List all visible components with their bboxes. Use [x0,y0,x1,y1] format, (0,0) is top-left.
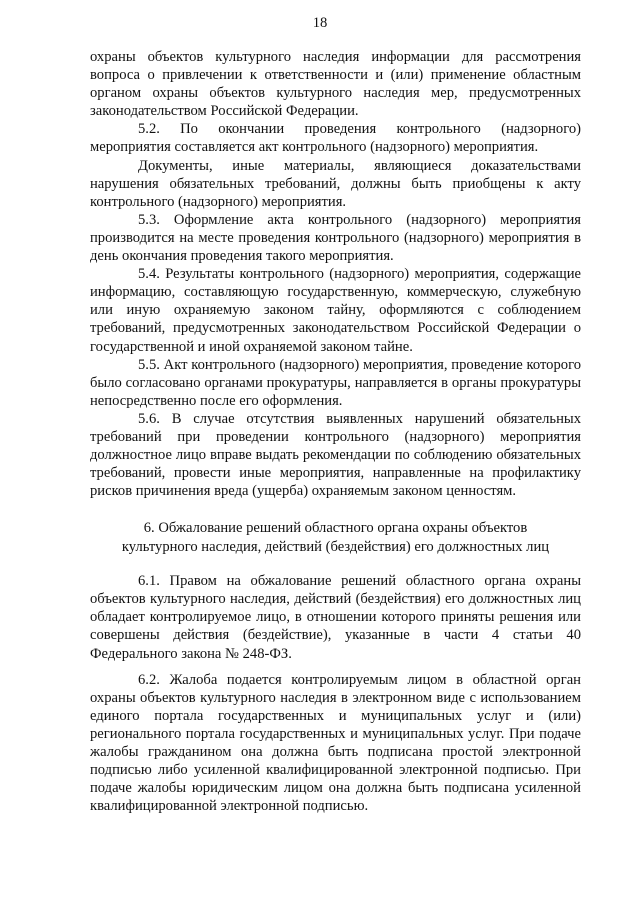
paragraph-continuation: охраны объектов культурного наследия информации для рассмотрения вопроса о привлечении к ответственности и (или) применение областным органом охраны объектов культурного наследия мер, предусмотренных законодательством Российской Федерации. [90,49,581,120]
paragraph-5-4: 5.4. Результаты контрольного (надзорного) мероприятия, содержащие информацию, составляющую государственную, коммерческую, служебную или иную охраняемую законом тайну, оформляются с соблюдением требований, предусмотренных законодательством Российской Федерации о государственной и иной охраняемой законом тайне. [90,266,581,355]
paragraph-5-2-documents: Документы, иные материалы, являющиеся доказательствами нарушения обязательных требований, должны быть приобщены к акту контрольного (надзорного) мероприятия. [90,157,581,210]
section-heading [90,519,581,556]
section-heading-line-2: культурного наследия, действий (бездействия) его должностных лиц [121,538,550,555]
paragraph-5-3: 5.3. Оформление акта контрольного (надзорного) мероприятия производится на месте проведения контрольного (надзорного) мероприятия в день окончания проведения такого мероприятия. [90,211,581,265]
section-heading-line-1: 6. Обжалование решений областного органа охраны объектов [143,520,528,537]
paragraph-5-5: 5.5. Акт контрольного (надзорного) мероприятия, проведение которого было согласовано органами прокуратуры, направляется в органы прокуратуры непосредственно после его оформления. [90,356,581,409]
page-number: 18 [312,15,328,31]
paragraph-6-2: 6.2. Жалоба подается контролируемым лицом в областной орган охраны объектов культурного наследия в электронном виде с использованием единого портала государственных и муниципальных услуг и (или) регионального портала государственных и муниципальных услуг. При подаче жалобы гражданином она должна быть подписана простой электронной подписью либо усиленной квалифицированной электронной подписью. При подаче жалобы юридическим лицом она должна быть подписана усиленной квалифицированной электронной подписью. [90,671,581,815]
paragraph-5-2: 5.2. По окончании проведения контрольного (надзорного) мероприятия составляется акт контрольного (надзорного) мероприятия. [90,121,581,156]
paragraph-5-6: 5.6. В случае отсутствия выявленных нарушений обязательных требований при проведении контрольного (надзорного) мероприятия должностное лицо вправе выдать рекомендации по соблюдению обязательных требований, провести иные мероприятия, направленные на профилактику рисков причинения вреда (ущерба) охраняемым законом ценностям. [90,410,581,500]
paragraphs-after [90,572,581,815]
paragraph-6-1: 6.1. Правом на обжалование решений областного органа охраны объектов культурного наследия, действий (бездействия) его должностных лиц обладает контролируемое лицо, в отношении которого приняты решения или совершены действия (бездействие), указанные в части 4 статьи 40 Федерального закона № 248-ФЗ. [90,573,581,662]
paragraphs-before [90,48,581,500]
